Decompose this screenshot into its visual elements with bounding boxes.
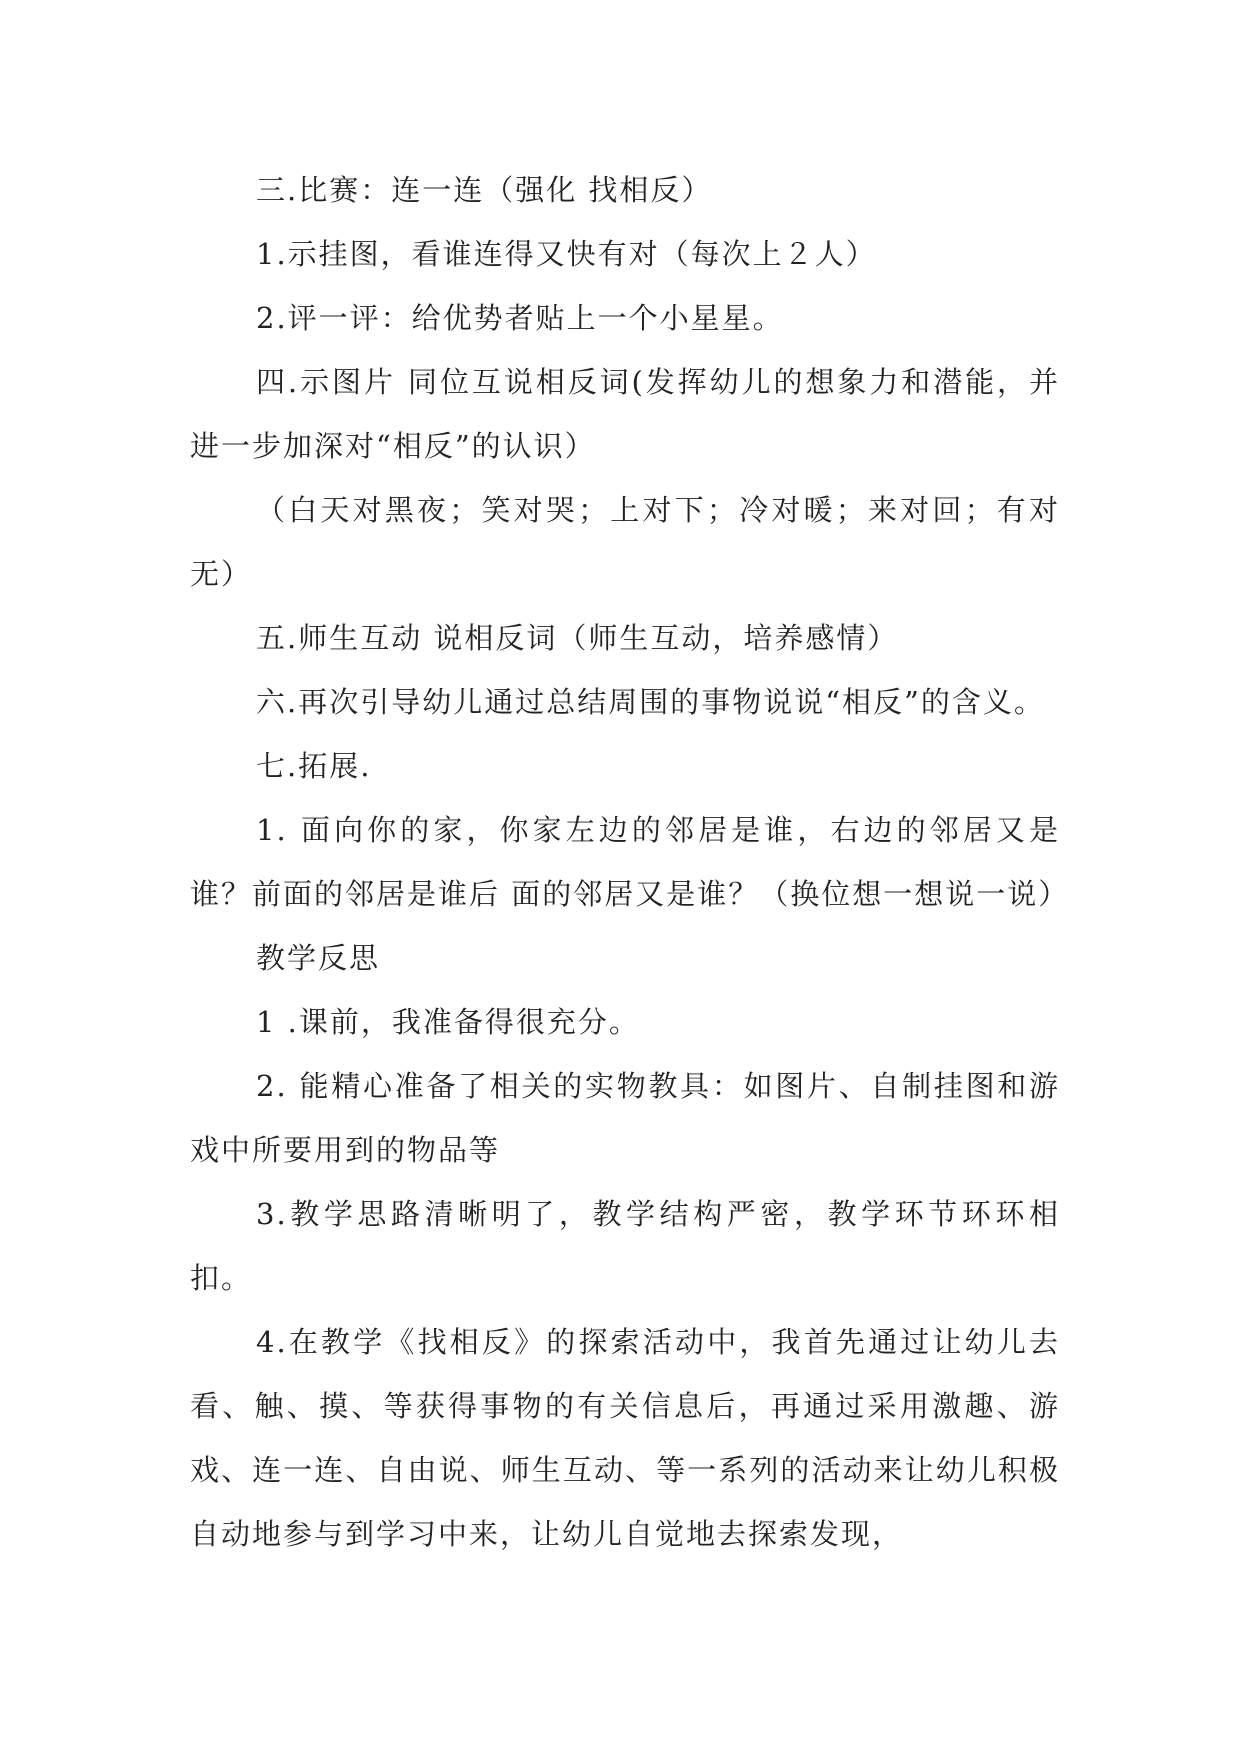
reflection-heading: 教学反思	[256, 941, 381, 975]
section-3-item-1: 1.示挂图，看谁连得又快有对（每次上２人）	[256, 237, 877, 271]
reflection-item-3: 3.教学思路清晰明了，教学结构严密，教学环节环环相扣。	[190, 1197, 1060, 1295]
reflection-item-2: 2. 能精心准备了相关的实物教具：如图片、自制挂图和游戏中所要用到的物品等	[190, 1069, 1060, 1167]
section-6-heading: 六.再次引导幼儿通过总结周围的事物说说“相反”的含义。	[256, 685, 1045, 719]
section-7-item-1: 1. 面向你的家，你家左边的邻居是谁，右边的邻居又是谁？前面的邻居是谁后 面的邻居又是谁？（换位想一想说一说）	[190, 813, 1070, 911]
reflection-item-1: 1 .课前，我准备得很充分。	[256, 1005, 640, 1039]
section-4-heading: 四.示图片 同位互说相反词(发挥幼儿的想象力和潜能，并进一步加深对“相反”的认识）	[190, 365, 1060, 463]
section-4-examples: （白天对黑夜；笑对哭；上对下；冷对暖；来对回；有对无）	[190, 493, 1060, 591]
section-3-heading: 三.比赛：连一连（强化 找相反）	[256, 173, 713, 207]
section-3-item-2: 2.评一评：给优势者贴上一个小星星。	[256, 301, 784, 335]
section-5-heading: 五.师生互动 说相反词（师生互动，培养感情）	[256, 621, 899, 655]
reflection-item-4: 4.在教学《找相反》的探索活动中，我首先通过让幼儿去看、触、摸、等获得事物的有关信息后，再通过采用激趣、游戏、连一连、自由说、师生互动、等一系列的活动来让幼儿积极自动地参与到学习中来，让幼儿自觉地去探索发现，	[190, 1325, 1060, 1551]
section-7-heading: 七.拓展.	[256, 749, 372, 783]
document-body	[190, 158, 1070, 1566]
